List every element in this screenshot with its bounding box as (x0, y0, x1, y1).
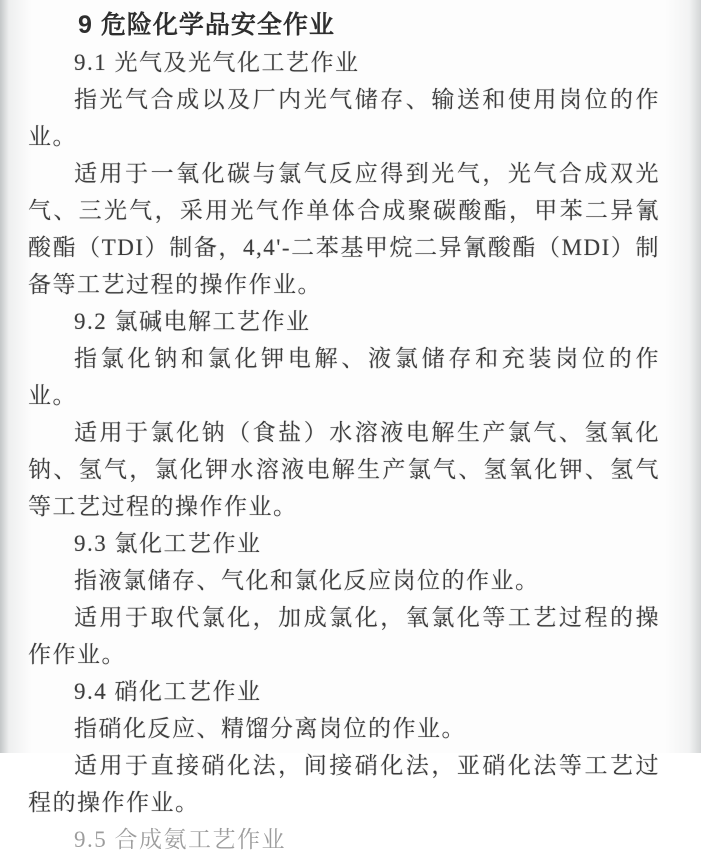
section-9-3 (28, 525, 660, 673)
paragraph: 适用于一氧化碳与氯气反应得到光气，光气合成双光气、三光气，采用光气作单体合成聚碳酸酯，甲苯二异氰酸酯（TDI）制备，4,4'-二苯基甲烷二异氰酸酯（MDI）制备等工艺过程的操作作业。 (28, 161, 660, 297)
subsection-heading: 9.4 硝化工艺作业 (74, 679, 262, 704)
paragraph: 适用于氯化钠（食盐）水溶液电解生产氯气、氢氧化钠、氢气，氯化钾水溶液电解生产氯气、氢氧化钾、氢气等工艺过程的操作作业。 (28, 420, 660, 519)
paragraph: 指硝化反应、精馏分离岗位的作业。 (74, 716, 466, 741)
paragraph: 指液氯储存、气化和氯化反应岗位的作业。 (74, 568, 540, 593)
section-9-2 (28, 303, 660, 525)
cutoff-next-subsection-heading: 9.5 合成氨工艺作业 (74, 827, 286, 852)
paragraph: 指氯化钠和氯化钾电解、液氯储存和充装岗位的作业。 (28, 346, 660, 408)
subsection-heading: 9.1 光气及光气化工艺作业 (74, 50, 360, 75)
subsection-heading: 9.2 氯碱电解工艺作业 (74, 309, 311, 334)
paragraph: 适用于直接硝化法，间接硝化法，亚硝化法等工艺过程的操作作业。 (28, 753, 660, 815)
chapter-title: 9 危险化学品安全作业 (78, 11, 335, 39)
paragraph: 适用于取代氯化，加成氯化，氧氯化等工艺过程的操作作业。 (28, 605, 660, 667)
section-9-4 (28, 673, 660, 821)
paragraph: 指光气合成以及厂内光气储存、输送和使用岗位的作业。 (28, 87, 660, 149)
section-9-1 (28, 44, 660, 303)
subsection-heading: 9.3 氯化工艺作业 (74, 531, 262, 556)
